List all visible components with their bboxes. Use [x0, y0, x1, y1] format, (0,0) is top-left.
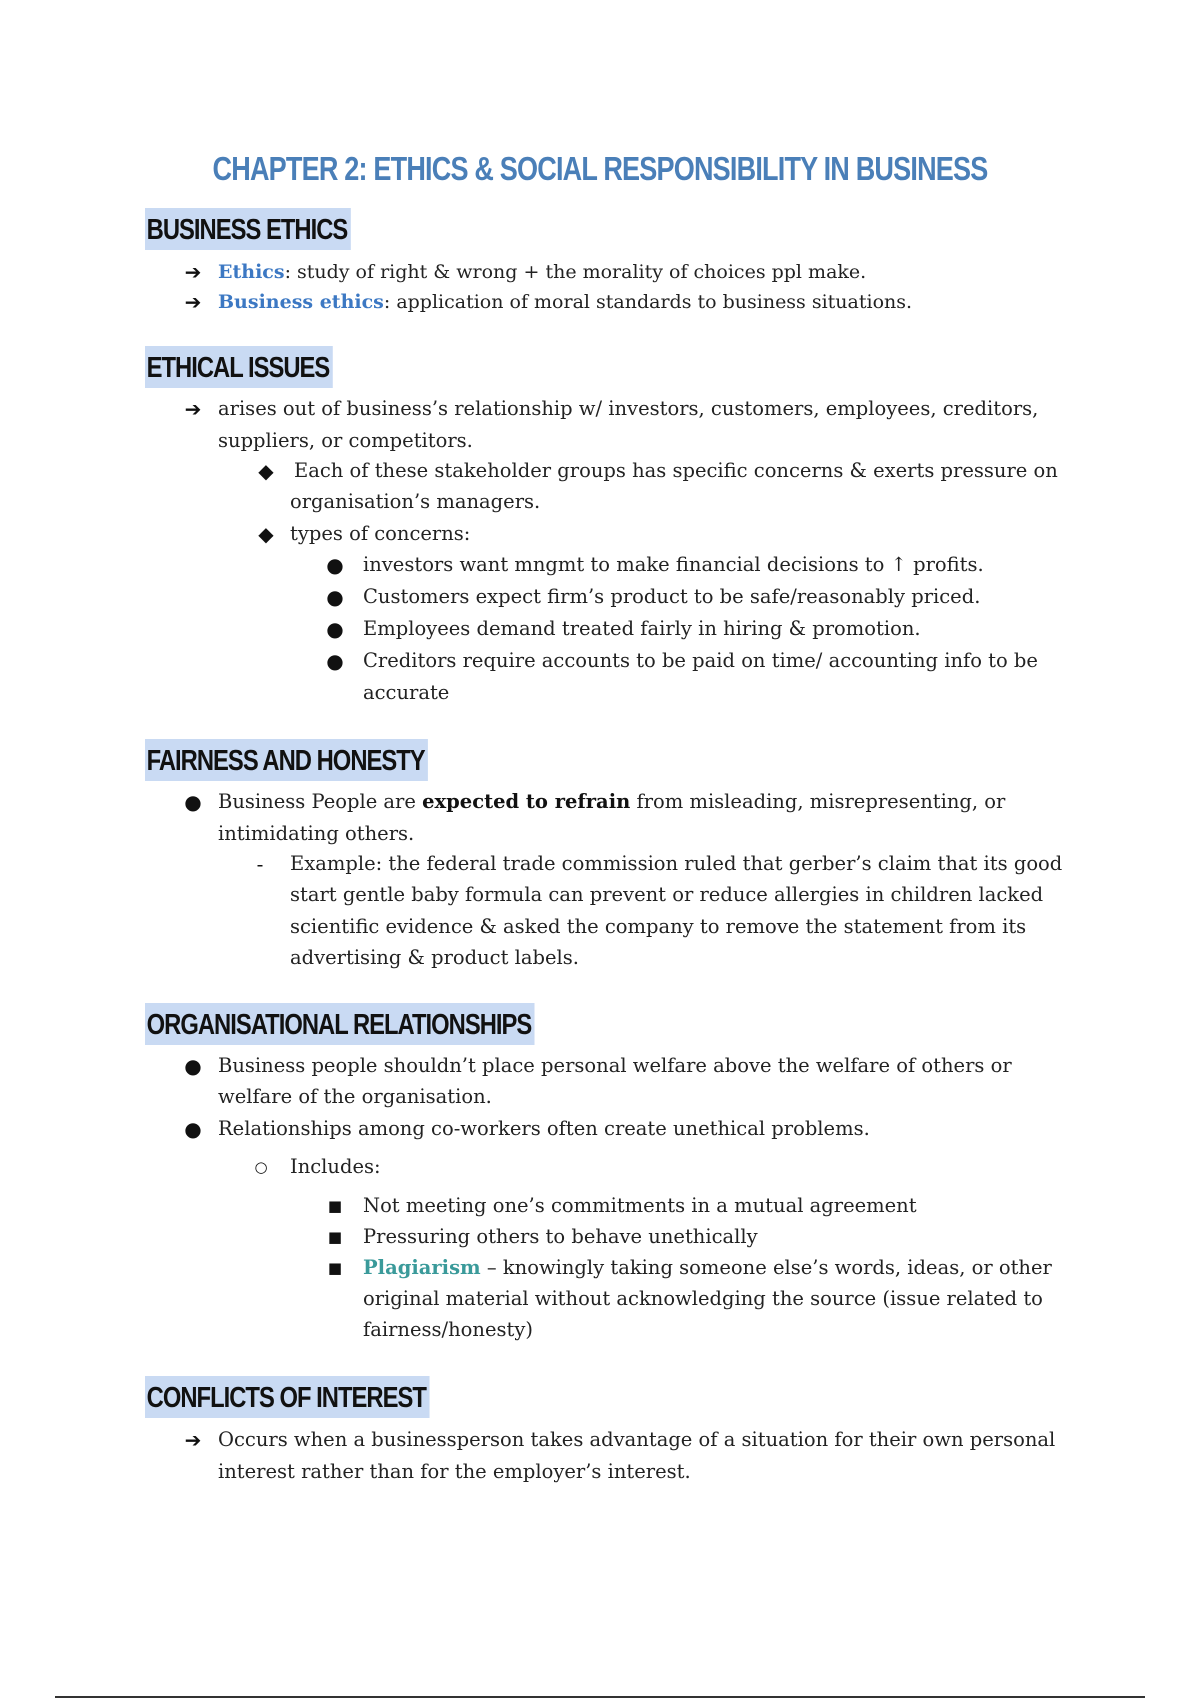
dot-bullet-icon: ●: [184, 790, 202, 814]
square-bullet-icon: ■: [327, 1259, 343, 1277]
right-arrow-icon: ➔: [184, 260, 202, 284]
emphasis-text: expected to refrain: [422, 790, 631, 813]
list-item: Customers expect firm’s product to be safe/reasonably priced.: [363, 585, 981, 608]
list-item: arises out of business’s relationship w/ investors, customers, employees, creditors,: [218, 397, 1039, 420]
heading-business-ethics: BUSINESS ETHICS: [145, 208, 351, 250]
right-arrow-icon: ➔: [184, 290, 202, 314]
heading-fairness-honesty: FAIRNESS AND HONESTY: [145, 739, 428, 781]
list-item: Pressuring others to behave unethically: [363, 1225, 758, 1248]
list-item-cont: welfare of the organisation.: [218, 1085, 492, 1108]
list-item-cont: accurate: [363, 681, 450, 704]
circle-bullet-icon: ○: [254, 1158, 268, 1176]
list-item-cont: intimidating others.: [218, 822, 415, 845]
list-item: investors want mngmt to make financial decisions to ↑ profits.: [363, 553, 984, 576]
term-ethics: Ethics: [218, 261, 285, 283]
term-business-ethics: Business ethics: [218, 291, 384, 313]
list-item: Each of these stakeholder groups has specific concerns & exerts pressure on: [294, 459, 1058, 482]
list-item-cont: interest rather than for the employer’s interest.: [218, 1460, 691, 1483]
heading-conflicts-of-interest: CONFLICTS OF INTEREST: [145, 1376, 429, 1418]
list-item: Plagiarism – knowingly taking someone else’s words, ideas, or other: [363, 1256, 1052, 1279]
list-item-cont: fairness/honesty): [363, 1318, 533, 1341]
heading-ethical-issues: ETHICAL ISSUES: [145, 346, 333, 388]
list-item-cont: organisation’s managers.: [290, 490, 541, 513]
list-item: Relationships among co-workers often create unethical problems.: [218, 1117, 870, 1140]
dot-bullet-icon: ●: [326, 553, 344, 577]
list-item: Occurs when a businessperson takes advantage of a situation for their own personal: [218, 1428, 1056, 1451]
dash-bullet-icon: -: [256, 852, 264, 876]
square-bullet-icon: ■: [327, 1197, 343, 1215]
dot-bullet-icon: ●: [326, 649, 344, 673]
right-arrow-icon: ➔: [184, 1428, 202, 1452]
term-plagiarism: Plagiarism: [363, 1256, 481, 1279]
dot-bullet-icon: ●: [184, 1054, 202, 1078]
dot-bullet-icon: ●: [184, 1117, 202, 1141]
diamond-bullet-icon: ◆: [258, 522, 274, 546]
list-item-cont: suppliers, or competitors.: [218, 429, 473, 452]
right-arrow-icon: ➔: [184, 397, 202, 421]
list-item-cont: original material without acknowledging the source (issue related to: [363, 1287, 1043, 1310]
list-item: Business people shouldn’t place personal welfare above the welfare of others or: [218, 1054, 1012, 1077]
list-item-cont: advertising & product labels.: [290, 946, 579, 969]
heading-organisational-relationships: ORGANISATIONAL RELATIONSHIPS: [145, 1003, 535, 1045]
list-item: Ethics: study of right & wrong + the morality of choices ppl make.: [218, 261, 867, 283]
list-item: types of concerns:: [290, 522, 471, 545]
list-item: Not meeting one’s commitments in a mutual agreement: [363, 1194, 917, 1217]
page-title: CHAPTER 2: ETHICS & SOCIAL RESPONSIBILITY IN BUSINESS: [212, 150, 988, 187]
diamond-bullet-icon: ◆: [258, 459, 274, 483]
list-item: Business People are expected to refrain from misleading, misrepresenting, or: [218, 790, 1006, 813]
list-item: Includes:: [290, 1155, 381, 1178]
list-item-cont: start gentle baby formula can prevent or reduce allergies in children lacked: [290, 883, 1044, 906]
list-item-cont: scientific evidence & asked the company to remove the statement from its: [290, 915, 1027, 938]
square-bullet-icon: ■: [327, 1228, 343, 1246]
list-item: Employees demand treated fairly in hiring & promotion.: [363, 617, 921, 640]
dot-bullet-icon: ●: [326, 585, 344, 609]
list-item: Business ethics: application of moral standards to business situations.: [218, 291, 913, 313]
list-item: Example: the federal trade commission ruled that gerber’s claim that its good: [290, 852, 1063, 875]
page-bottom-rule: [55, 1696, 1145, 1698]
dot-bullet-icon: ●: [326, 617, 344, 641]
list-item: Creditors require accounts to be paid on time/ accounting info to be: [363, 649, 1038, 672]
